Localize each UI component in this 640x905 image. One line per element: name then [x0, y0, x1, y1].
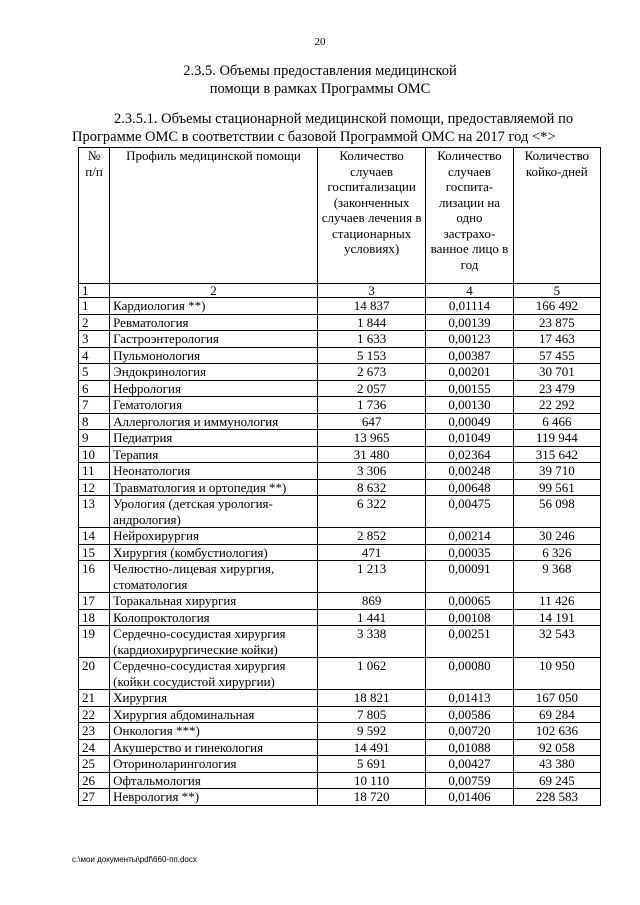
row-hospitalizations: 2 057 [317, 380, 425, 397]
row-bed-days: 228 583 [513, 789, 600, 806]
heading-line-1: 2.3.5. Объемы предоставления медицинской [183, 63, 457, 79]
row-number: 6 [79, 380, 110, 397]
row-hospitalizations: 1 633 [317, 331, 425, 348]
row-bed-days: 69 284 [513, 706, 600, 723]
row-bed-days: 10 950 [513, 658, 600, 690]
row-number: 8 [79, 413, 110, 430]
table-row [79, 593, 601, 610]
row-per-insured: 0,00139 [426, 314, 513, 331]
row-hospitalizations: 10 110 [317, 772, 425, 789]
row-bed-days: 11 426 [513, 593, 600, 610]
row-number: 18 [79, 609, 110, 626]
row-number: 7 [79, 397, 110, 414]
row-hospitalizations: 14 491 [317, 739, 425, 756]
table-body [79, 298, 601, 806]
row-number: 10 [79, 446, 110, 463]
row-bed-days: 167 050 [513, 690, 600, 707]
table-row [79, 658, 601, 690]
row-hospitalizations: 3 306 [317, 463, 425, 480]
table-row [79, 544, 601, 561]
subsection-heading: 2.3.5.1. Объемы стационарной медицинской помощи, предоставляемой по Программе ОМС в соответствии с базовой Программой ОМС на 2017 год <*> [72, 111, 574, 145]
row-per-insured: 0,00648 [426, 479, 513, 496]
row-profile: Гематология [110, 397, 318, 414]
table-row [79, 314, 601, 331]
row-profile: Хирургия (комбустиология) [110, 544, 318, 561]
table-row [79, 479, 601, 496]
row-hospitalizations: 3 338 [317, 626, 425, 658]
row-hospitalizations: 7 805 [317, 706, 425, 723]
row-number: 14 [79, 528, 110, 545]
row-profile: Хирургия [110, 690, 318, 707]
row-number: 15 [79, 544, 110, 561]
row-hospitalizations: 31 480 [317, 446, 425, 463]
row-profile: Кардиология **) [110, 298, 318, 315]
row-profile: Гастроэнтерология [110, 331, 318, 348]
row-bed-days: 57 455 [513, 347, 600, 364]
table-row [79, 397, 601, 414]
row-profile: Акушерство и гинекология [110, 739, 318, 756]
row-profile: Неврология **) [110, 789, 318, 806]
row-number: 25 [79, 756, 110, 773]
row-hospitalizations: 5 691 [317, 756, 425, 773]
table-row [79, 789, 601, 806]
row-number: 21 [79, 690, 110, 707]
row-bed-days: 30 701 [513, 364, 600, 381]
column-number-row [79, 284, 601, 298]
row-hospitalizations: 647 [317, 413, 425, 430]
row-hospitalizations: 1 441 [317, 609, 425, 626]
row-bed-days: 119 944 [513, 430, 600, 447]
column-number: 5 [513, 284, 600, 298]
table-row [79, 626, 601, 658]
row-per-insured: 0,00065 [426, 593, 513, 610]
row-bed-days: 56 098 [513, 496, 600, 528]
table-row [79, 723, 601, 740]
row-bed-days: 32 543 [513, 626, 600, 658]
column-number: 1 [79, 284, 110, 298]
table-row [79, 561, 601, 593]
row-profile: Челюстно-лицевая хирургия, стоматология [110, 561, 318, 593]
row-per-insured: 0,00201 [426, 364, 513, 381]
row-per-insured: 0,01413 [426, 690, 513, 707]
row-number: 20 [79, 658, 110, 690]
row-per-insured: 0,00155 [426, 380, 513, 397]
row-bed-days: 43 380 [513, 756, 600, 773]
table-row [79, 446, 601, 463]
file-path-footer: c:\мои документы\pdf\660-пп.docx [72, 855, 197, 864]
row-number: 17 [79, 593, 110, 610]
row-profile: Нейрохирургия [110, 528, 318, 545]
row-number: 5 [79, 364, 110, 381]
row-bed-days: 69 245 [513, 772, 600, 789]
row-hospitalizations: 6 322 [317, 496, 425, 528]
section-heading [0, 62, 640, 98]
row-profile: Сердечно-сосудистая хирургия (кардиохирургические койки) [110, 626, 318, 658]
table-row [79, 690, 601, 707]
row-bed-days: 102 636 [513, 723, 600, 740]
row-per-insured: 0,00427 [426, 756, 513, 773]
row-hospitalizations: 1 844 [317, 314, 425, 331]
row-hospitalizations: 18 720 [317, 789, 425, 806]
row-profile: Офтальмология [110, 772, 318, 789]
table-row [79, 347, 601, 364]
row-per-insured: 0,00248 [426, 463, 513, 480]
heading-line-2: помощи в рамках Программы ОМС [209, 81, 431, 97]
row-bed-days: 30 246 [513, 528, 600, 545]
row-number: 1 [79, 298, 110, 315]
row-number: 3 [79, 331, 110, 348]
row-profile: Оториноларингология [110, 756, 318, 773]
row-number: 22 [79, 706, 110, 723]
row-bed-days: 99 561 [513, 479, 600, 496]
row-bed-days: 9 368 [513, 561, 600, 593]
row-number: 11 [79, 463, 110, 480]
row-per-insured: 0,00251 [426, 626, 513, 658]
row-number: 27 [79, 789, 110, 806]
row-per-insured: 0,00049 [426, 413, 513, 430]
row-per-insured: 0,00387 [426, 347, 513, 364]
header-bed-days: Количество койко-дней [513, 148, 600, 284]
row-number: 4 [79, 347, 110, 364]
row-bed-days: 166 492 [513, 298, 600, 315]
row-bed-days: 315 642 [513, 446, 600, 463]
row-per-insured: 0,00759 [426, 772, 513, 789]
row-hospitalizations: 1 736 [317, 397, 425, 414]
row-per-insured: 0,01049 [426, 430, 513, 447]
row-per-insured: 0,00080 [426, 658, 513, 690]
row-profile: Нефрология [110, 380, 318, 397]
row-per-insured: 0,00123 [426, 331, 513, 348]
header-hospitalizations: Количество случаев госпитализации (законченных случаев лечения в стационарных условиях) [317, 148, 425, 284]
row-per-insured: 0,00108 [426, 609, 513, 626]
row-hospitalizations: 2 673 [317, 364, 425, 381]
row-per-insured: 0,00035 [426, 544, 513, 561]
row-hospitalizations: 14 837 [317, 298, 425, 315]
header-per-insured: Количество случаев госпита-лизации на одно застрахо-ванное лицо в год [426, 148, 513, 284]
row-hospitalizations: 8 632 [317, 479, 425, 496]
row-number: 26 [79, 772, 110, 789]
table-row [79, 756, 601, 773]
header-number: № п/п [79, 148, 110, 284]
table-row [79, 380, 601, 397]
table-row [79, 739, 601, 756]
row-per-insured: 0,00214 [426, 528, 513, 545]
row-bed-days: 17 463 [513, 331, 600, 348]
row-per-insured: 0,01114 [426, 298, 513, 315]
row-number: 24 [79, 739, 110, 756]
row-bed-days: 14 191 [513, 609, 600, 626]
table-row [79, 298, 601, 315]
table-row [79, 609, 601, 626]
row-profile: Урология (детская урология-андрология) [110, 496, 318, 528]
row-hospitalizations: 13 965 [317, 430, 425, 447]
row-per-insured: 0,02364 [426, 446, 513, 463]
row-profile: Терапия [110, 446, 318, 463]
row-per-insured: 0,00475 [426, 496, 513, 528]
row-bed-days: 39 710 [513, 463, 600, 480]
header-profile: Профиль медицинской помощи [110, 148, 318, 284]
row-profile: Педиатрия [110, 430, 318, 447]
row-profile: Пульмонология [110, 347, 318, 364]
row-bed-days: 6 326 [513, 544, 600, 561]
column-number: 3 [317, 284, 425, 298]
row-hospitalizations: 5 153 [317, 347, 425, 364]
table-row [79, 331, 601, 348]
row-hospitalizations: 1 213 [317, 561, 425, 593]
row-bed-days: 23 875 [513, 314, 600, 331]
row-number: 23 [79, 723, 110, 740]
row-profile: Хирургия абдоминальная [110, 706, 318, 723]
row-hospitalizations: 18 821 [317, 690, 425, 707]
table-row [79, 364, 601, 381]
row-hospitalizations: 1 062 [317, 658, 425, 690]
row-per-insured: 0,00130 [426, 397, 513, 414]
row-per-insured: 0,01406 [426, 789, 513, 806]
row-number: 16 [79, 561, 110, 593]
row-hospitalizations: 869 [317, 593, 425, 610]
column-number: 4 [426, 284, 513, 298]
table-row [79, 463, 601, 480]
row-per-insured: 0,00091 [426, 561, 513, 593]
row-number: 19 [79, 626, 110, 658]
row-bed-days: 92 058 [513, 739, 600, 756]
row-per-insured: 0,00720 [426, 723, 513, 740]
row-hospitalizations: 9 592 [317, 723, 425, 740]
row-bed-days: 23 479 [513, 380, 600, 397]
table-row [79, 706, 601, 723]
column-number: 2 [110, 284, 318, 298]
row-bed-days: 6 466 [513, 413, 600, 430]
row-profile: Травматология и ортопедия **) [110, 479, 318, 496]
row-number: 13 [79, 496, 110, 528]
row-profile: Ревматология [110, 314, 318, 331]
row-number: 9 [79, 430, 110, 447]
row-profile: Неонатология [110, 463, 318, 480]
table-header-row [79, 148, 601, 284]
row-profile: Сердечно-сосудистая хирургия (койки сосудистой хирургии) [110, 658, 318, 690]
hospital-care-volume-table [78, 147, 601, 806]
row-profile: Аллергология и иммунология [110, 413, 318, 430]
row-profile: Эндокринология [110, 364, 318, 381]
row-bed-days: 22 292 [513, 397, 600, 414]
row-per-insured: 0,00586 [426, 706, 513, 723]
row-number: 2 [79, 314, 110, 331]
row-profile: Колопроктология [110, 609, 318, 626]
table-row [79, 496, 601, 528]
row-per-insured: 0,01088 [426, 739, 513, 756]
page-number: 20 [314, 36, 326, 48]
row-number: 12 [79, 479, 110, 496]
row-profile: Онкология ***) [110, 723, 318, 740]
table-row [79, 413, 601, 430]
table-row [79, 430, 601, 447]
table-row [79, 772, 601, 789]
row-profile: Торакальная хирургия [110, 593, 318, 610]
table-row [79, 528, 601, 545]
row-hospitalizations: 2 852 [317, 528, 425, 545]
row-hospitalizations: 471 [317, 544, 425, 561]
